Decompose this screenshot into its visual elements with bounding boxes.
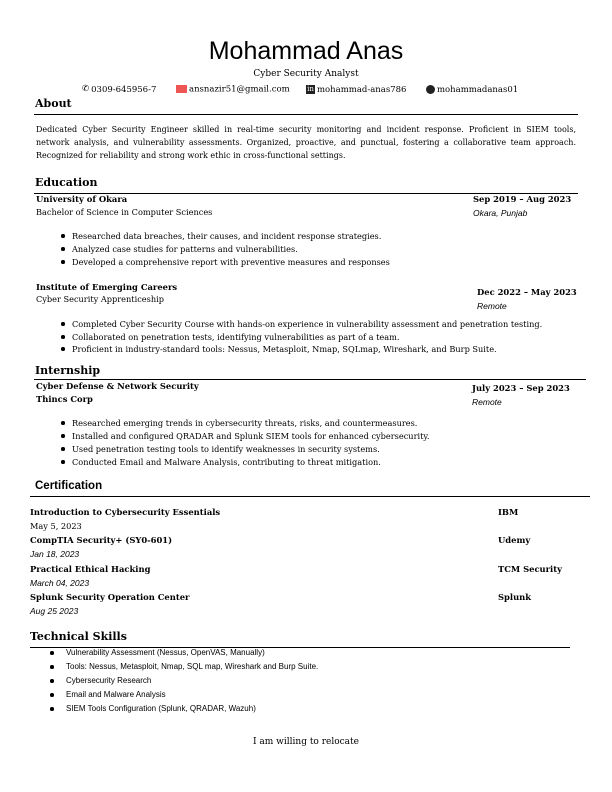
education-location: Remote xyxy=(477,301,507,311)
cert-name: Splunk Security Operation Center xyxy=(30,592,190,602)
cert-name: CompTIA Security+ (SY0-601) xyxy=(30,535,173,545)
skill-item: Cybersecurity Research xyxy=(66,676,152,685)
divider xyxy=(34,114,578,115)
education-org: University of Okara xyxy=(36,194,128,204)
contact-phone[interactable] xyxy=(82,85,156,94)
cert-date: May 5, 2023 xyxy=(30,521,82,531)
bullet-icon xyxy=(61,260,65,264)
mail-icon xyxy=(176,85,187,93)
education-location: Okara, Punjab xyxy=(473,208,528,218)
section-heading-education: Education xyxy=(35,176,98,189)
internship-role: Cyber Defense & Network Security xyxy=(36,381,199,391)
list-item: Developed a comprehensive report with preventive measures and responses xyxy=(72,257,390,267)
education-dates: Sep 2019 – Aug 2023 xyxy=(473,194,572,204)
list-item: Proficient in industry-standard tools: Nessus, Metasploit, Nmap, SQLmap, Wireshark, and Burp Suite. xyxy=(72,344,497,354)
about-text: Dedicated Cyber Security Engineer skilled in real-time security monitoring and incident response. Proficient in SIEM tools, network analysis, and vulnerability assessments. Organized, proactive, and punctual, fostering a collaborative team approach. Recognized for reliability and strong work ethic in cross-functional settings. xyxy=(36,125,576,160)
skill-item: SIEM Tools Configuration (Splunk, QRADAR, Wazuh) xyxy=(66,704,256,713)
internship-dates: July 2023 – Sep 2023 xyxy=(472,383,570,393)
list-item: Used penetration testing tools to identify weaknesses in security systems. xyxy=(72,444,380,454)
bullet-icon xyxy=(50,651,54,655)
list-item: Researched emerging trends in cybersecurity threats, risks, and countermeasures. xyxy=(72,418,418,428)
cert-name: Introduction to Cybersecurity Essentials xyxy=(30,507,221,517)
list-item: Researched data breaches, their causes, and incident response strategies. xyxy=(72,231,382,241)
section-heading-certification: Certification xyxy=(35,480,103,492)
cert-issuer: IBM xyxy=(498,507,519,517)
cert-date: Aug 25 2023 xyxy=(30,606,79,616)
section-heading-skills: Technical Skills xyxy=(30,630,127,643)
bullet-icon xyxy=(61,234,65,238)
bullet-icon xyxy=(50,693,54,697)
contact-github[interactable] xyxy=(426,85,518,95)
internship-location: Remote xyxy=(472,397,502,407)
contact-email[interactable] xyxy=(176,85,290,94)
github-icon xyxy=(426,85,435,94)
divider xyxy=(34,379,586,380)
list-item: Collaborated on penetration tests, identifying vulnerabilities as part of a team. xyxy=(72,332,400,342)
bullet-icon xyxy=(61,421,65,425)
relocation-note: I am willing to relocate xyxy=(253,737,359,747)
education-dates: Dec 2022 – May 2023 xyxy=(477,287,577,297)
bullet-icon xyxy=(61,322,65,326)
list-item: Installed and configured QRADAR and Splunk SIEM tools for enhanced cybersecurity. xyxy=(72,431,430,441)
cert-name: Practical Ethical Hacking xyxy=(30,564,151,574)
list-item: Conducted Email and Malware Analysis, contributing to threat mitigation. xyxy=(72,457,381,467)
section-heading-internship: Internship xyxy=(35,364,101,377)
education-degree: Bachelor of Science in Computer Sciences xyxy=(36,207,213,217)
linkedin-icon: in xyxy=(307,85,314,93)
cert-date: Jan 18, 2023 xyxy=(30,549,80,559)
internship-company: Thincs Corp xyxy=(36,394,93,404)
cert-issuer: Splunk xyxy=(498,592,532,602)
divider xyxy=(30,496,590,497)
section-heading-about: About xyxy=(35,97,72,110)
bullet-icon xyxy=(50,679,54,683)
linkedin-text: mohammad-anas786 xyxy=(317,85,407,95)
phone-icon: ✆ xyxy=(82,84,90,94)
bullet-icon xyxy=(50,707,54,711)
skill-item: Tools: Nessus, Metasploit, Nmap, SQL map, Wireshark and Burp Suite. xyxy=(66,662,319,671)
education-program: Cyber Security Apprenticeship xyxy=(36,294,164,304)
contact-linkedin[interactable] xyxy=(306,85,406,95)
list-item: Analyzed case studies for patterns and vulnerabilities. xyxy=(72,244,298,254)
cert-issuer: Udemy xyxy=(498,535,531,545)
bullet-icon xyxy=(61,335,65,339)
bullet-icon xyxy=(50,665,54,669)
bullet-icon xyxy=(61,434,65,438)
email-text: ansnazir51@gmail.com xyxy=(189,84,290,95)
bullet-icon xyxy=(61,460,65,464)
cert-issuer: TCM Security xyxy=(498,564,562,574)
job-title: Cyber Security Analyst xyxy=(253,69,359,79)
phone-text: 0309-645956-7 xyxy=(91,84,157,95)
skill-item: Vulnerability Assessment (Nessus, OpenVAS, Manually) xyxy=(66,648,265,657)
bullet-icon xyxy=(61,347,65,351)
education-org: Institute of Emerging Careers xyxy=(36,282,178,292)
list-item: Completed Cyber Security Course with hands-on experience in vulnerability assessment and penetration testing. xyxy=(72,319,543,329)
skill-item: Email and Malware Analysis xyxy=(66,690,166,699)
github-text: mohammadanas01 xyxy=(437,85,519,95)
candidate-name: Mohammad Anas xyxy=(208,37,404,65)
bullet-icon xyxy=(61,447,65,451)
cert-date: March 04, 2023 xyxy=(30,578,90,588)
bullet-icon xyxy=(61,247,65,251)
